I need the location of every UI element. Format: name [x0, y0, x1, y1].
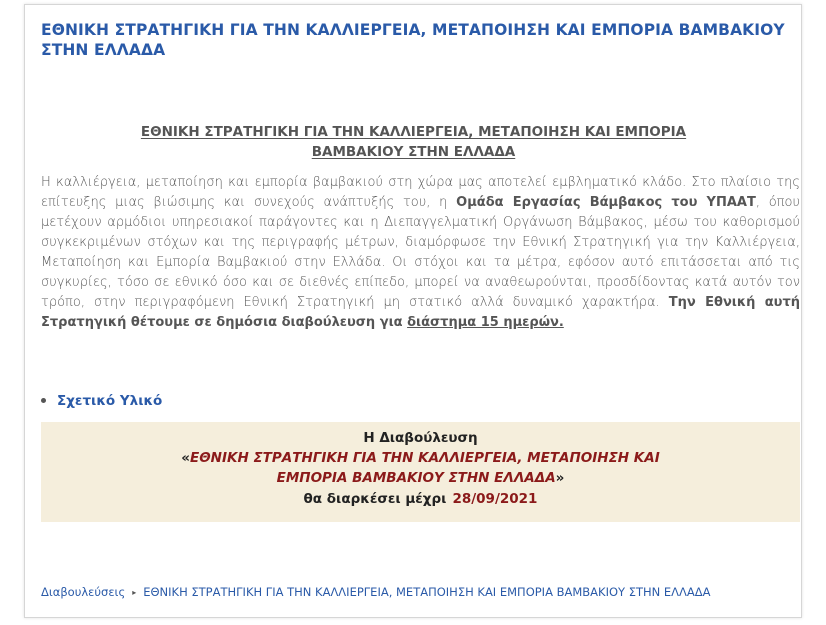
consultation-label: Η Διαβούλευση: [363, 430, 478, 446]
article-text-bold-group: Ομάδα Εργασίας Βάμβακος του ΥΠΑΑΤ: [456, 195, 756, 210]
breadcrumb-current[interactable]: ΕΘΝΙΚΗ ΣΤΡΑΤΗΓΙΚΗ ΓΙΑ ΤΗΝ ΚΑΛΛΙΕΡΓΕΙΑ, ΜΕΤΑΠΟΙΗΣΗ ΚΑΙ ΕΜΠΟΡΙΑ ΒΑΜΒΑΚΙΟΥ ΣΤΗΝ ΕΛΛΑΔΑ: [143, 585, 711, 599]
consultation-title: [41, 448, 800, 488]
related-material-list: [41, 391, 162, 411]
close-quote: »: [555, 470, 565, 486]
related-material-link[interactable]: Σχετικό Υλικό: [57, 393, 163, 409]
consultation-until-label: θα διαρκέσει μέχρι: [303, 491, 447, 507]
chevron-right-icon: ▸: [132, 587, 137, 597]
article-heading-line2: ΒΑΜΒΑΚΙΟΥ ΣΤΗΝ ΕΛΛΑΔΑ: [311, 144, 516, 160]
article-heading: [41, 122, 786, 162]
consultation-title-line1: ΕΘΝΙΚΗ ΣΤΡΑΤΗΓΙΚΗ ΓΙΑ ΤΗΝ ΚΑΛΛΙΕΡΓΕΙΑ, ΜΕΤΑΠΟΙΗΣΗ ΚΑΙ: [189, 450, 660, 466]
consultation-notice: [41, 422, 800, 522]
article-text-part2: , όπου μετέχουν αρμόδιοι υπηρεσιακοί παράγοντες και η Διεπαγγελματική Οργάνωση Βάμβακος, μέσω του καθορισμού συγκεκριμένων στόχων και της περιγραφής μέτρων, διαμόρφωσε την Εθνική Στρατηγική για την Καλλιέργεια, Μεταποίηση και Εμπορία Βαμβακιού στην Ελλάδα. Οι στόχοι και τα μέτρα, εφόσον αυτό επιτάσσεται από τις συγκυρίες, τόσο σε εθνικό όσο και σε διεθνές επίπεδο, μπορεί να αναθεωρούνται, προσδίδοντας κατά αυτόν τον τρόπο, στην περιγραφόμενη Εθνική Στρατηγική μη στατικό αλλά δυναμικό χαρακτήρα.: [41, 195, 800, 310]
page-title: ΕΘΝΙΚΗ ΣΤΡΑΤΗΓΙΚΗ ΓΙΑ ΤΗΝ ΚΑΛΛΙΕΡΓΕΙΑ, ΜΕΤΑΠΟΙΗΣΗ ΚΑΙ ΕΜΠΟΡΙΑ ΒΑΜΒΑΚΙΟΥ ΣΤΗΝ ΕΛΛΑΔΑ: [41, 21, 785, 59]
content-card: [24, 4, 802, 618]
consultation-title-line2: ΕΜΠΟΡΙΑ ΒΑΜΒΑΚΙΟΥ ΣΤΗΝ ΕΛΛΑΔΑ: [276, 470, 556, 486]
article-text-part1: Η καλλιέργεια, μεταποίηση και εμπορία βαμβακιού στη χώρα μας αποτελεί εμβληματικό κλάδο. Στο πλαίσιο της επίτευξης μιας βιώσιμης και συνεχούς ανάπτυξής του, η: [41, 175, 800, 210]
consultation-deadline: [41, 489, 800, 509]
breadcrumb-home-link[interactable]: Διαβουλεύσεις: [41, 585, 126, 599]
bullet-icon: [41, 398, 46, 403]
open-quote: «: [181, 450, 190, 466]
article-body: [41, 173, 800, 333]
article-text-consultation-call: Την Εθνική αυτή Στρατηγική θέτουμε σε δημόσια διαβούλευση για: [41, 295, 800, 330]
article-text-duration: διάστημα 15 ημερών.: [407, 315, 564, 330]
related-material-item: [41, 391, 162, 411]
article-heading-line1: ΕΘΝΙΚΗ ΣΤΡΑΤΗΓΙΚΗ ΓΙΑ ΤΗΝ ΚΑΛΛΙΕΡΓΕΙΑ, ΜΕΤΑΠΟΙΗΣΗ ΚΑΙ ΕΜΠΟΡΙΑ: [140, 124, 687, 140]
consultation-end-date: 28/09/2021: [452, 491, 538, 507]
breadcrumb: [41, 584, 711, 601]
